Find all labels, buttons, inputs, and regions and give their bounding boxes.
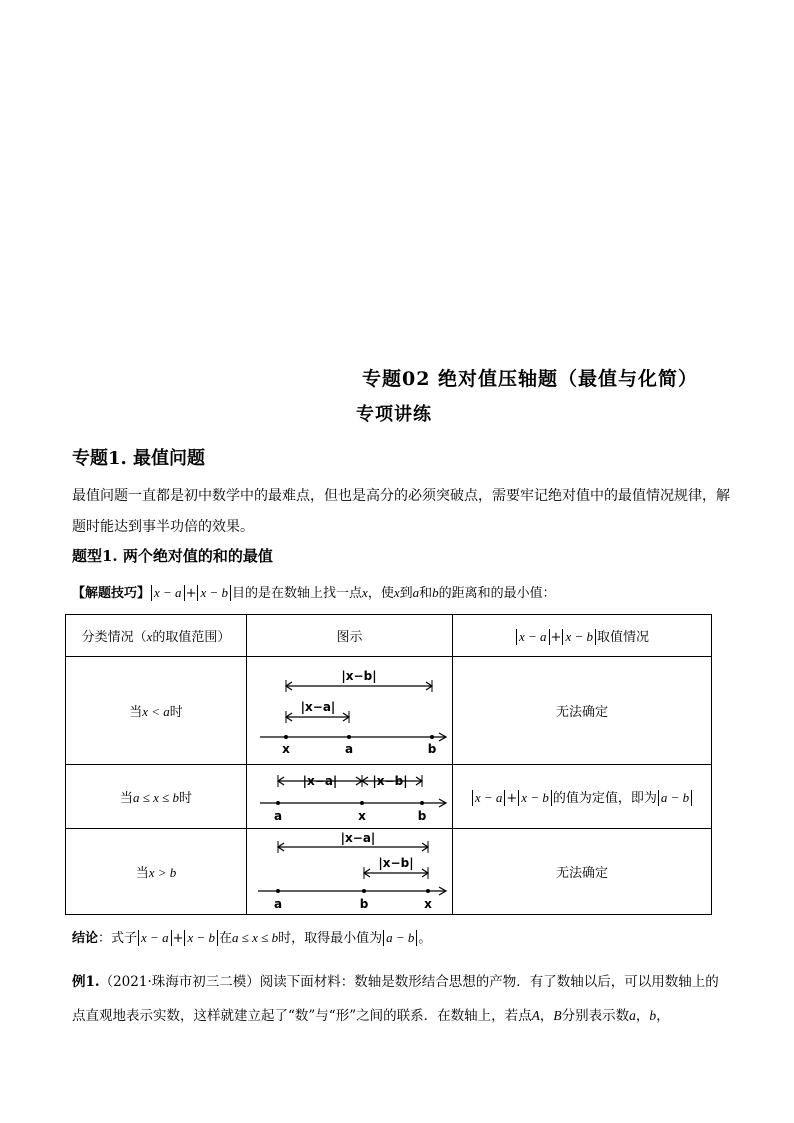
abs-expr: x − b: [197, 585, 231, 601]
diagram-cell: [247, 765, 453, 829]
table-row: [66, 657, 712, 765]
label-x-minus-a: |x−a|: [302, 773, 337, 788]
point: [430, 735, 434, 739]
table-row: [66, 829, 712, 915]
point: [362, 889, 366, 893]
result-cell: 无法确定: [453, 829, 712, 915]
point-label: x: [281, 741, 290, 756]
section-heading: 专题1. 最值问题: [72, 448, 206, 469]
label-x-minus-a: |x−a|: [300, 699, 335, 714]
point: [276, 889, 280, 893]
number-line-diagram: [250, 767, 450, 827]
point: [347, 735, 351, 739]
tip-text: ，使: [367, 586, 394, 601]
tip-label: 【解题技巧】: [72, 586, 151, 601]
label-x-minus-b: |x−b|: [340, 668, 377, 683]
point-label: x: [357, 808, 366, 823]
doc-subtitle: 专项讲练: [356, 404, 432, 425]
var-x: x: [393, 585, 400, 600]
point: [426, 889, 430, 893]
var-b: b: [432, 585, 439, 600]
number-line-diagram: [250, 661, 450, 761]
diagram-cell: [247, 657, 453, 765]
point: [420, 801, 424, 805]
label-x-minus-a: |x−a|: [340, 830, 375, 845]
cases-table: [65, 614, 712, 915]
point-label: a: [273, 896, 282, 911]
var-x: x: [362, 585, 368, 600]
example-label: 例1.: [72, 974, 100, 990]
point: [284, 735, 288, 739]
point-label: a: [344, 741, 353, 756]
result-cell: x − a + x − b 的值为定值，即为 a − b: [453, 765, 712, 829]
tip-text: 目的是在数轴上找一点: [232, 586, 363, 601]
conclusion: 结论：式子 x − a + x − b 在a ≤ x ≤ b时，取得最小值为 a − b 。: [72, 930, 432, 946]
point-label: b: [417, 808, 426, 823]
question-type-heading: 题型1. 两个绝对值的和的最值: [72, 547, 273, 565]
tip-text: 的距离和的最小值：: [438, 586, 556, 601]
header-cell: x − a + x − b 取值情况: [453, 615, 712, 657]
point-label: a: [273, 808, 282, 823]
condition-cell: 当x > b: [66, 829, 247, 915]
solving-tip: [72, 582, 556, 601]
example-source: （2021·珠海市初三二模）: [99, 974, 260, 990]
label-x-minus-b: |x−b|: [371, 773, 408, 788]
abs-expr: a − b: [383, 930, 417, 946]
abs-expr: x − a: [151, 585, 185, 601]
point-label: b: [427, 741, 436, 756]
example-paragraph: 例1.（2021·珠海市初三二模）阅读下面材料：数轴是数形结合思想的产物．有了数轴以后，可以用数轴上的点直观地表示实数，这样就建立起了“数”与“形”之间的联系．在数轴上，若点A，B分别表示数a，b，: [72, 974, 719, 1024]
label-x-minus-b: |x−b|: [377, 855, 414, 870]
header-cell: 分类情况（x的取值范围）: [66, 615, 247, 657]
table-row: [66, 765, 712, 829]
doc-title: 专题02 绝对值压轴题（最值与化简）: [362, 368, 699, 390]
abs-expr: x − a: [138, 930, 172, 946]
header-cell: 图示: [247, 615, 453, 657]
diagram-cell: [247, 829, 453, 915]
result-cell: 无法确定: [453, 657, 712, 765]
condition-cell: 当a ≤ x ≤ b时: [66, 765, 247, 829]
condition-cell: 当x < a时: [66, 657, 247, 765]
point-label: b: [359, 896, 368, 911]
var-a: a: [412, 585, 420, 600]
point: [360, 801, 364, 805]
abs-expr: x − b: [184, 930, 218, 946]
number-line-diagram: [250, 831, 450, 913]
point-label: x: [423, 896, 432, 911]
table-header-row: [66, 615, 712, 657]
conclusion-label: 结论: [72, 931, 99, 946]
plus-sign: +: [185, 586, 197, 601]
intro-paragraph: 最值问题一直都是初中数学中的最难点，但也是高分的必须突破点，需要牢记绝对值中的最值情况规律，解题时能达到事半功倍的效果。: [72, 488, 730, 535]
tip-text: 到: [399, 586, 413, 601]
point: [276, 801, 280, 805]
tip-text: 和: [419, 586, 433, 601]
